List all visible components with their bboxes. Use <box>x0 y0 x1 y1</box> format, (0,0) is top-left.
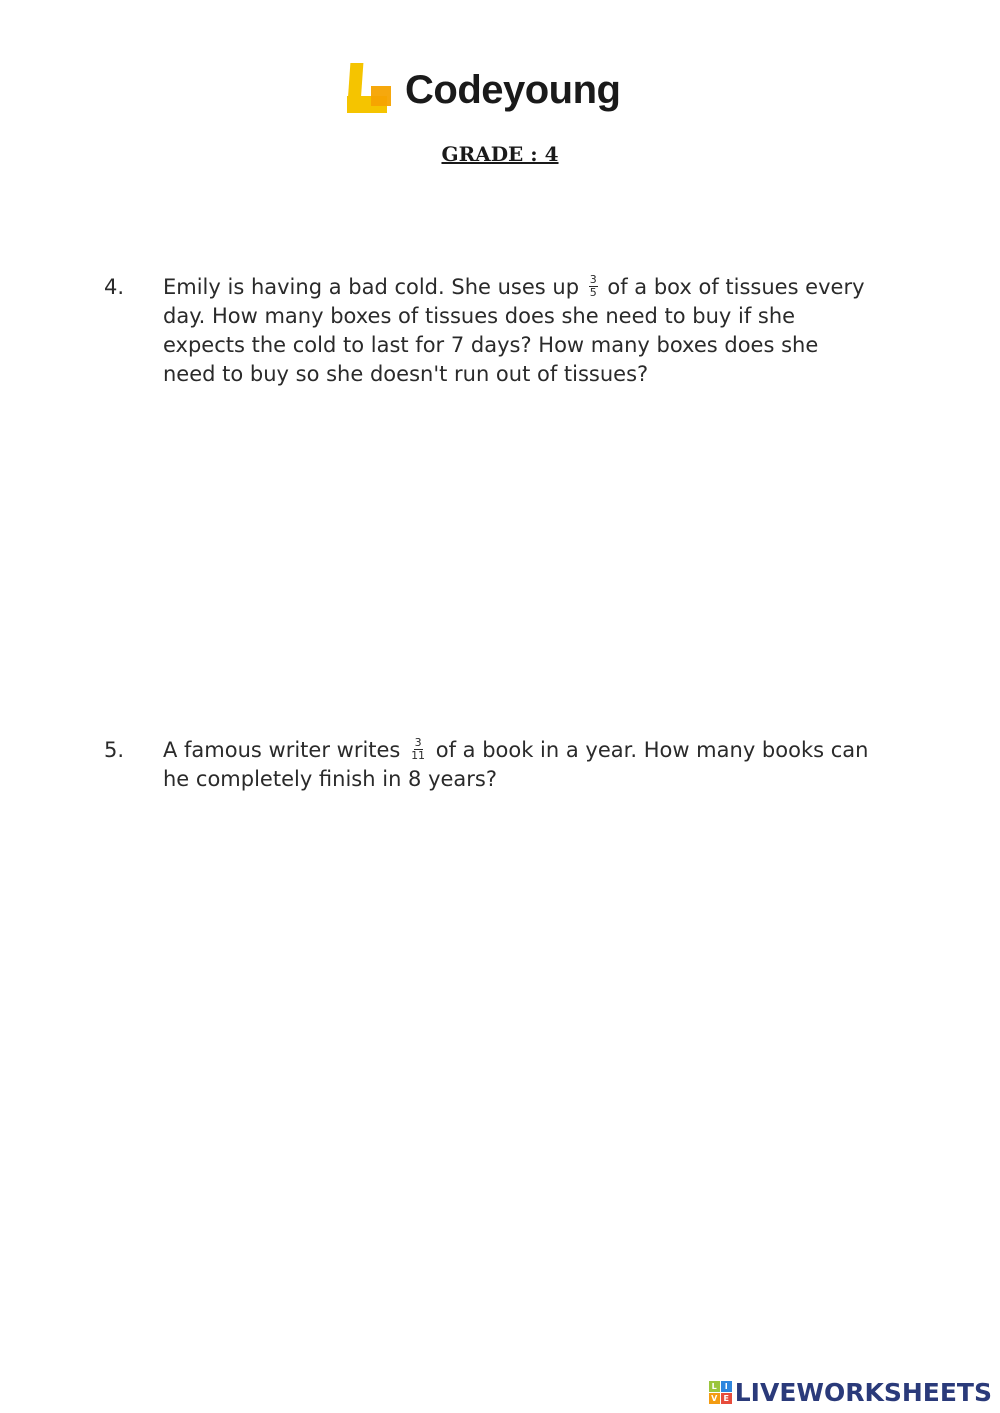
question-text-before: Emily is having a bad cold. She uses up <box>163 275 586 299</box>
grade-heading: GRADE : 4 <box>441 142 559 166</box>
question-number: 4. <box>104 275 125 299</box>
codeyoung-logo-icon <box>345 63 395 117</box>
liveworksheets-brand: LIVEWORKSHEETS <box>734 1378 992 1407</box>
fraction <box>589 274 598 299</box>
question-text-after: of a box of tissues every day. How many boxes of tissues does she need to buy if she expects the cold to last for 7 days? How many boxes does she need to buy so she doesn't run out of tissues? <box>163 275 865 386</box>
liveworksheets-footer <box>709 1378 992 1407</box>
logo-text: Codeyoung <box>405 68 621 112</box>
question-text <box>163 273 873 389</box>
question-text-before: A famous writer writes <box>163 738 408 762</box>
question-text-after: of a book in a year. How many books can he completely finish in 8 years? <box>163 738 869 791</box>
fraction-denominator: 5 <box>589 285 597 299</box>
fraction-numerator: 3 <box>414 735 422 749</box>
question-number: 5. <box>104 738 125 762</box>
fraction <box>410 737 426 762</box>
fraction-numerator: 3 <box>589 272 597 286</box>
question-text <box>163 736 873 794</box>
fraction-denominator: 11 <box>411 748 426 762</box>
codeyoung-logo <box>345 62 620 118</box>
liveworksheets-icon: L I V E <box>709 1381 732 1404</box>
